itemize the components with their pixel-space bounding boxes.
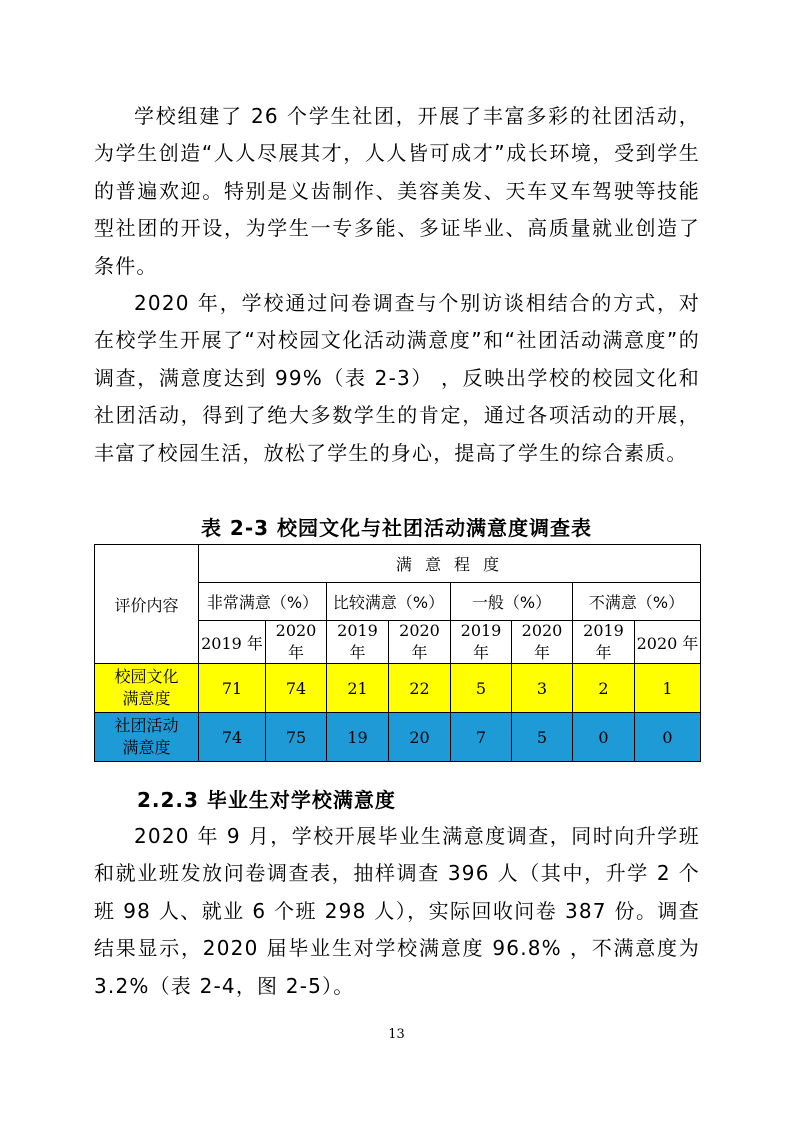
page-number: 13 [388,1027,405,1042]
category-header: 非常满意（%） [199,583,327,621]
value-cell: 71 [199,664,266,713]
year-header: 2019 年 [451,621,512,664]
row-label-line: 校园文化 [114,667,179,686]
value-cell: 0 [573,713,635,762]
group-header-cell: 满 意 程 度 [199,545,701,583]
value-cell: 74 [199,713,266,762]
value-cell: 3 [512,664,573,713]
value-cell: 5 [512,713,573,762]
year-header: 2019 年 [327,621,389,664]
table-row-club-activities [95,713,701,762]
row-label-line: 满意度 [122,689,171,708]
paragraph-student-clubs: 学校组建了 26 个学生社团，开展了丰富多彩的社团活动，为学生创造“人人尽展其才，人人皆可成才”成长环境，受到学生的普遍欢迎。特别是义齿制作、美容美发、天车叉车驾驶等技能型社团的开设，为学生一专多能、多证毕业、高质量就业创造了条件。 [94,104,700,278]
value-cell: 22 [389,664,451,713]
paragraph-graduate-survey: 2020 年 9 月，学校开展毕业生满意度调查，同时向升学班和就业班发放问卷调查表，抽样调查 396 人（其中，升学 2 个班 98 人、就业 6 个班 298 人），实际回收问卷 387 份。调查结果显示，2020 届毕业生对学校满意度 96.8% ，不满意度为 3.2%（表 2-4，图 2-5）。 [94,824,700,998]
category-header: 比较满意（%） [327,583,451,621]
table-row-campus-culture [95,664,701,713]
category-header: 不满意（%） [573,583,701,621]
year-header: 2019 年 [199,621,266,664]
value-cell: 21 [327,664,389,713]
value-cell: 5 [451,664,512,713]
value-cell: 74 [266,664,327,713]
value-cell: 2 [573,664,635,713]
value-cell: 75 [266,713,327,762]
year-header: 2019 年 [573,621,635,664]
value-cell: 20 [389,713,451,762]
satisfaction-table [94,544,701,762]
value-cell: 0 [635,713,701,762]
row-label-line: 满意度 [122,738,171,757]
year-header: 2020 年 [635,621,701,664]
value-cell: 1 [635,664,701,713]
value-cell: 7 [451,713,512,762]
value-cell: 19 [327,713,389,762]
year-header: 2020 年 [389,621,451,664]
year-header: 2020 年 [512,621,573,664]
row-label [95,713,199,762]
category-header: 一般（%） [451,583,573,621]
table-caption: 表 2-3 校园文化与社团活动满意度调查表 [200,516,593,540]
table-header-row [95,545,701,583]
row-label-line: 社团活动 [114,716,179,735]
paragraph-satisfaction-survey: 2020 年，学校通过问卷调查与个别访谈相结合的方式，对在校学生开展了“对校园文化活动满意度”和“社团活动满意度”的调查，满意度达到 99%（表 2-3） ，反映出学校的校园文化和社团活动，得到了绝大多数学生的肯定，通过各项活动的开展，丰富了校园生活，放松了学生的身心，提高了学生的综合素质。 [94,291,700,465]
row-header-cell: 评价内容 [95,545,199,664]
row-label [95,664,199,713]
section-heading: 2.2.3 毕业生对学校满意度 [137,788,396,812]
year-header: 2020 年 [266,621,327,664]
